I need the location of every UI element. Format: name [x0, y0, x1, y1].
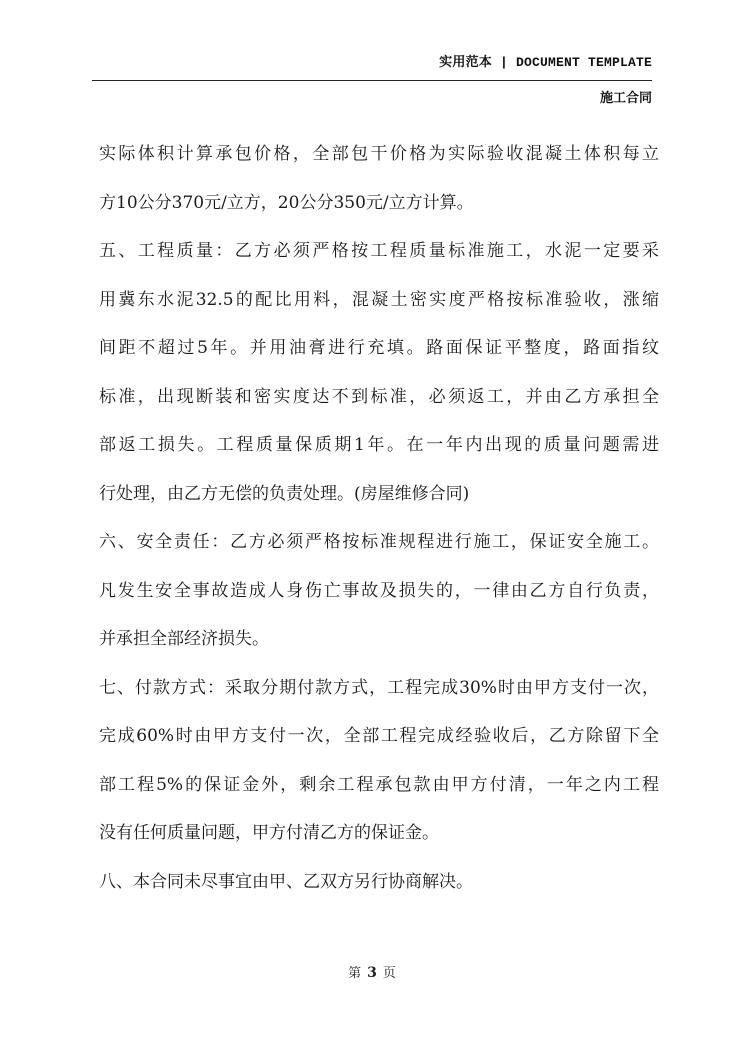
page-footer — [0, 962, 744, 981]
body-line: 间距不超过5年。并用油膏进行充填。路面保证平整度，路面指纹 — [99, 338, 659, 358]
body-line: 五、工程质量：乙方必须严格按工程质量标准施工，水泥一定要采 — [99, 241, 659, 261]
body-line: 方10公分370元/立方，20公分350元/立方计算。 — [99, 192, 474, 213]
body-line: 七、付款方式：采取分期付款方式，工程完成30%时由甲方支付一次， — [99, 677, 659, 698]
footer-prefix: 第 — [348, 966, 362, 981]
header-divider — [92, 80, 652, 81]
contract-body — [99, 139, 659, 915]
header-title: 实用范本 | DOCUMENT TEMPLATE — [439, 55, 652, 70]
body-line: 并承担全部经济损失。 — [99, 629, 269, 649]
body-line: 凡发生安全事故造成人身伤亡事故及损失的，一律由乙方自行负责， — [99, 580, 659, 601]
footer-suffix: 页 — [382, 966, 396, 981]
body-line: 六、安全责任：乙方必须严格按标准规程进行施工，保证安全施工。 — [99, 532, 659, 552]
body-line: 部返工损失。工程质量保质期1年。在一年内出现的质量问题需进 — [99, 435, 659, 455]
body-line: 完成60%时由甲方支付一次，全部工程完成经验收后，乙方除留下全 — [99, 726, 659, 746]
body-line: 行处理，由乙方无偿的负责处理。(房屋维修合同) — [99, 483, 470, 504]
page-number: 3 — [367, 965, 377, 981]
body-line: 实际体积计算承包价格，全部包干价格为实际验收混凝土体积每立 — [99, 144, 659, 164]
body-line: 部工程5%的保证金外，剩余工程承包款由甲方付清，一年之内工程 — [99, 774, 659, 795]
body-line: 用冀东水泥32.5的配比用料，混凝土密实度严格按标准验收，涨缩 — [99, 289, 659, 310]
header-subtitle: 施工合同 — [599, 91, 652, 106]
body-line: 没有任何质量问题，甲方付清乙方的保证金。 — [99, 823, 439, 843]
body-line: 标准，出现断装和密实度达不到标准，必须返工，并由乙方承担全 — [99, 386, 659, 407]
body-line: 八、本合同未尽事宜由甲、乙双方另行协商解决。 — [99, 871, 473, 892]
